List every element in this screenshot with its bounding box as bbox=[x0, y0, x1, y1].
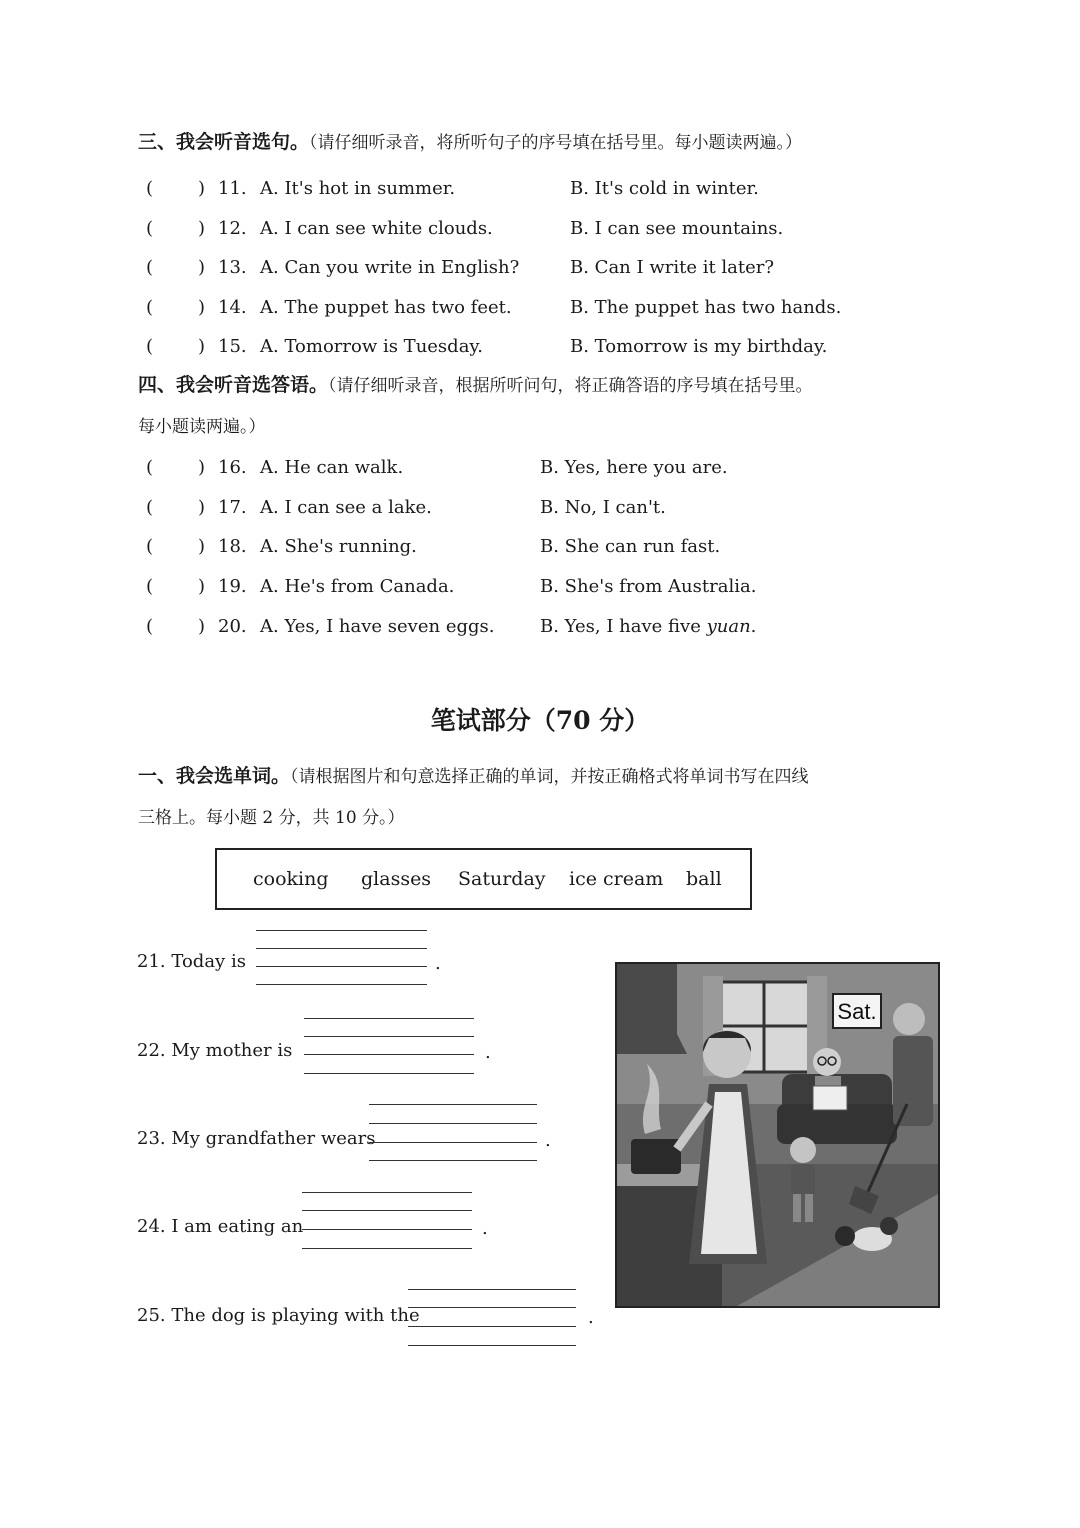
answer-bracket-close: ) bbox=[198, 218, 206, 239]
option-a: A. Tomorrow is Tuesday. bbox=[260, 336, 483, 357]
question-number: 15. bbox=[218, 336, 247, 357]
option-b: B. Can I write it later? bbox=[570, 257, 775, 278]
question-number: 13. bbox=[218, 257, 247, 278]
fill-item-25-period: . bbox=[588, 1307, 594, 1328]
answer-bracket-open[interactable]: ( bbox=[146, 576, 154, 597]
option-a: A. It's hot in summer. bbox=[260, 178, 456, 199]
answer-bracket-open[interactable]: ( bbox=[146, 536, 154, 557]
fill-item-23-text: 23. My grandfather wears bbox=[137, 1128, 376, 1149]
question-number: 14. bbox=[218, 297, 247, 318]
option-b: B. She's from Australia. bbox=[540, 576, 757, 597]
option-b: B. I can see mountains. bbox=[570, 218, 784, 239]
fill-item-21-period: . bbox=[435, 953, 441, 974]
section3-instruction: （请仔细听录音，将所听句子的序号填在括号里。每小题读两遍。） bbox=[309, 133, 803, 153]
option-a: A. The puppet has two feet. bbox=[260, 297, 512, 318]
option-a: A. He's from Canada. bbox=[260, 576, 455, 597]
fill-item-22 bbox=[137, 1038, 292, 1064]
range-hood bbox=[617, 964, 687, 1054]
fill-item-23-period: . bbox=[545, 1130, 551, 1151]
fill-item-23 bbox=[137, 1126, 375, 1152]
fill-item-25 bbox=[137, 1303, 420, 1329]
fill-item-21 bbox=[137, 949, 246, 975]
question-number: 18. bbox=[218, 536, 247, 557]
written-section1-instruction-line2: 三格上。每小题 2 分，共 10 分。） bbox=[138, 808, 405, 828]
option-a: A. He can walk. bbox=[260, 457, 404, 478]
question-number: 11. bbox=[218, 178, 247, 199]
question-number: 12. bbox=[218, 218, 247, 239]
answer-bracket-close: ) bbox=[198, 336, 206, 357]
answer-bracket-open[interactable]: ( bbox=[146, 218, 154, 239]
section4-instruction-line1: （请仔细听录音，根据所听问句，将正确答语的序号填在括号里。 bbox=[328, 376, 813, 396]
fill-item-22-period: . bbox=[485, 1042, 491, 1063]
answer-bracket-close: ) bbox=[198, 297, 206, 318]
answer-bracket-open[interactable]: ( bbox=[146, 257, 154, 278]
option-b bbox=[540, 614, 756, 640]
option-b: B. Yes, here you are. bbox=[540, 457, 728, 478]
answer-bracket-open[interactable]: ( bbox=[146, 336, 154, 357]
option-a: A. I can see white clouds. bbox=[260, 218, 493, 239]
option-b: B. The puppet has two hands. bbox=[570, 297, 842, 318]
written-section1-title: 一、我会选单词。 bbox=[138, 765, 291, 787]
fill-item-22-text: 22. My mother is bbox=[137, 1040, 293, 1061]
family-scene-picture bbox=[615, 962, 940, 1308]
section4-instruction-cont bbox=[138, 414, 266, 439]
word-bank-glasses: glasses bbox=[361, 868, 432, 890]
answer-bracket-close: ) bbox=[198, 457, 206, 478]
word-bank bbox=[215, 848, 752, 910]
written-section1-heading bbox=[138, 764, 809, 789]
fill-item-21-text: 21. Today is bbox=[137, 951, 246, 972]
section4-heading bbox=[138, 373, 813, 398]
option-b-italic: yuan bbox=[706, 616, 751, 637]
question-number: 16. bbox=[218, 457, 247, 478]
answer-bracket-close: ) bbox=[198, 576, 206, 597]
word-bank-cooking: cooking bbox=[253, 868, 329, 890]
sat-sign-text: Sat. bbox=[837, 999, 877, 1024]
option-b: B. She can run fast. bbox=[540, 536, 721, 557]
option-b: B. No, I can't. bbox=[540, 497, 666, 518]
option-a: A. Yes, I have seven eggs. bbox=[260, 616, 495, 637]
family-scene-illustration bbox=[617, 964, 938, 1306]
section3-title: 三、我会听音选句。 bbox=[138, 131, 310, 153]
written-section1-instruction-line1: （请根据图片和句意选择正确的单词，并按正确格式将单词书写在四线 bbox=[290, 767, 809, 787]
fill-item-24-period: . bbox=[482, 1218, 488, 1239]
fill-item-24 bbox=[137, 1214, 303, 1240]
section4-title: 四、我会听音选答语。 bbox=[138, 374, 329, 396]
answer-bracket-open[interactable]: ( bbox=[146, 178, 154, 199]
question-number: 20. bbox=[218, 616, 247, 637]
option-b: B. Tomorrow is my birthday. bbox=[570, 336, 828, 357]
fill-item-25-text: 25. The dog is playing with the bbox=[137, 1305, 420, 1326]
answer-bracket-open[interactable]: ( bbox=[146, 497, 154, 518]
answer-bracket-open[interactable]: ( bbox=[146, 297, 154, 318]
answer-bracket-close: ) bbox=[198, 257, 206, 278]
word-bank-ice-cream: ice cream bbox=[569, 868, 664, 890]
answer-bracket-close: ) bbox=[198, 616, 206, 637]
option-a: A. Can you write in English? bbox=[260, 257, 520, 278]
answer-bracket-close: ) bbox=[198, 536, 206, 557]
answer-bracket-open[interactable]: ( bbox=[146, 616, 154, 637]
written-section1-instruction-cont bbox=[138, 805, 405, 830]
written-part-title: 笔试部分（70 分） bbox=[430, 706, 650, 735]
word-bank-ball: ball bbox=[686, 868, 722, 890]
answer-bracket-open[interactable]: ( bbox=[146, 457, 154, 478]
option-a: A. I can see a lake. bbox=[260, 497, 432, 518]
option-a: A. She's running. bbox=[260, 536, 417, 557]
sat-sign bbox=[833, 994, 881, 1028]
option-b-text: B. Yes, I have five bbox=[540, 616, 707, 637]
option-b: B. It's cold in winter. bbox=[570, 178, 759, 199]
option-b-suffix: . bbox=[750, 616, 757, 637]
fill-item-24-text: 24. I am eating an bbox=[137, 1216, 304, 1237]
answer-bracket-close: ) bbox=[198, 497, 206, 518]
section3-heading bbox=[138, 130, 802, 155]
question-number: 17. bbox=[218, 497, 247, 518]
question-number: 19. bbox=[218, 576, 247, 597]
word-bank-saturday: Saturday bbox=[458, 868, 546, 890]
section4-instruction-line2: 每小题读两遍。） bbox=[138, 417, 266, 437]
answer-bracket-close: ) bbox=[198, 178, 206, 199]
